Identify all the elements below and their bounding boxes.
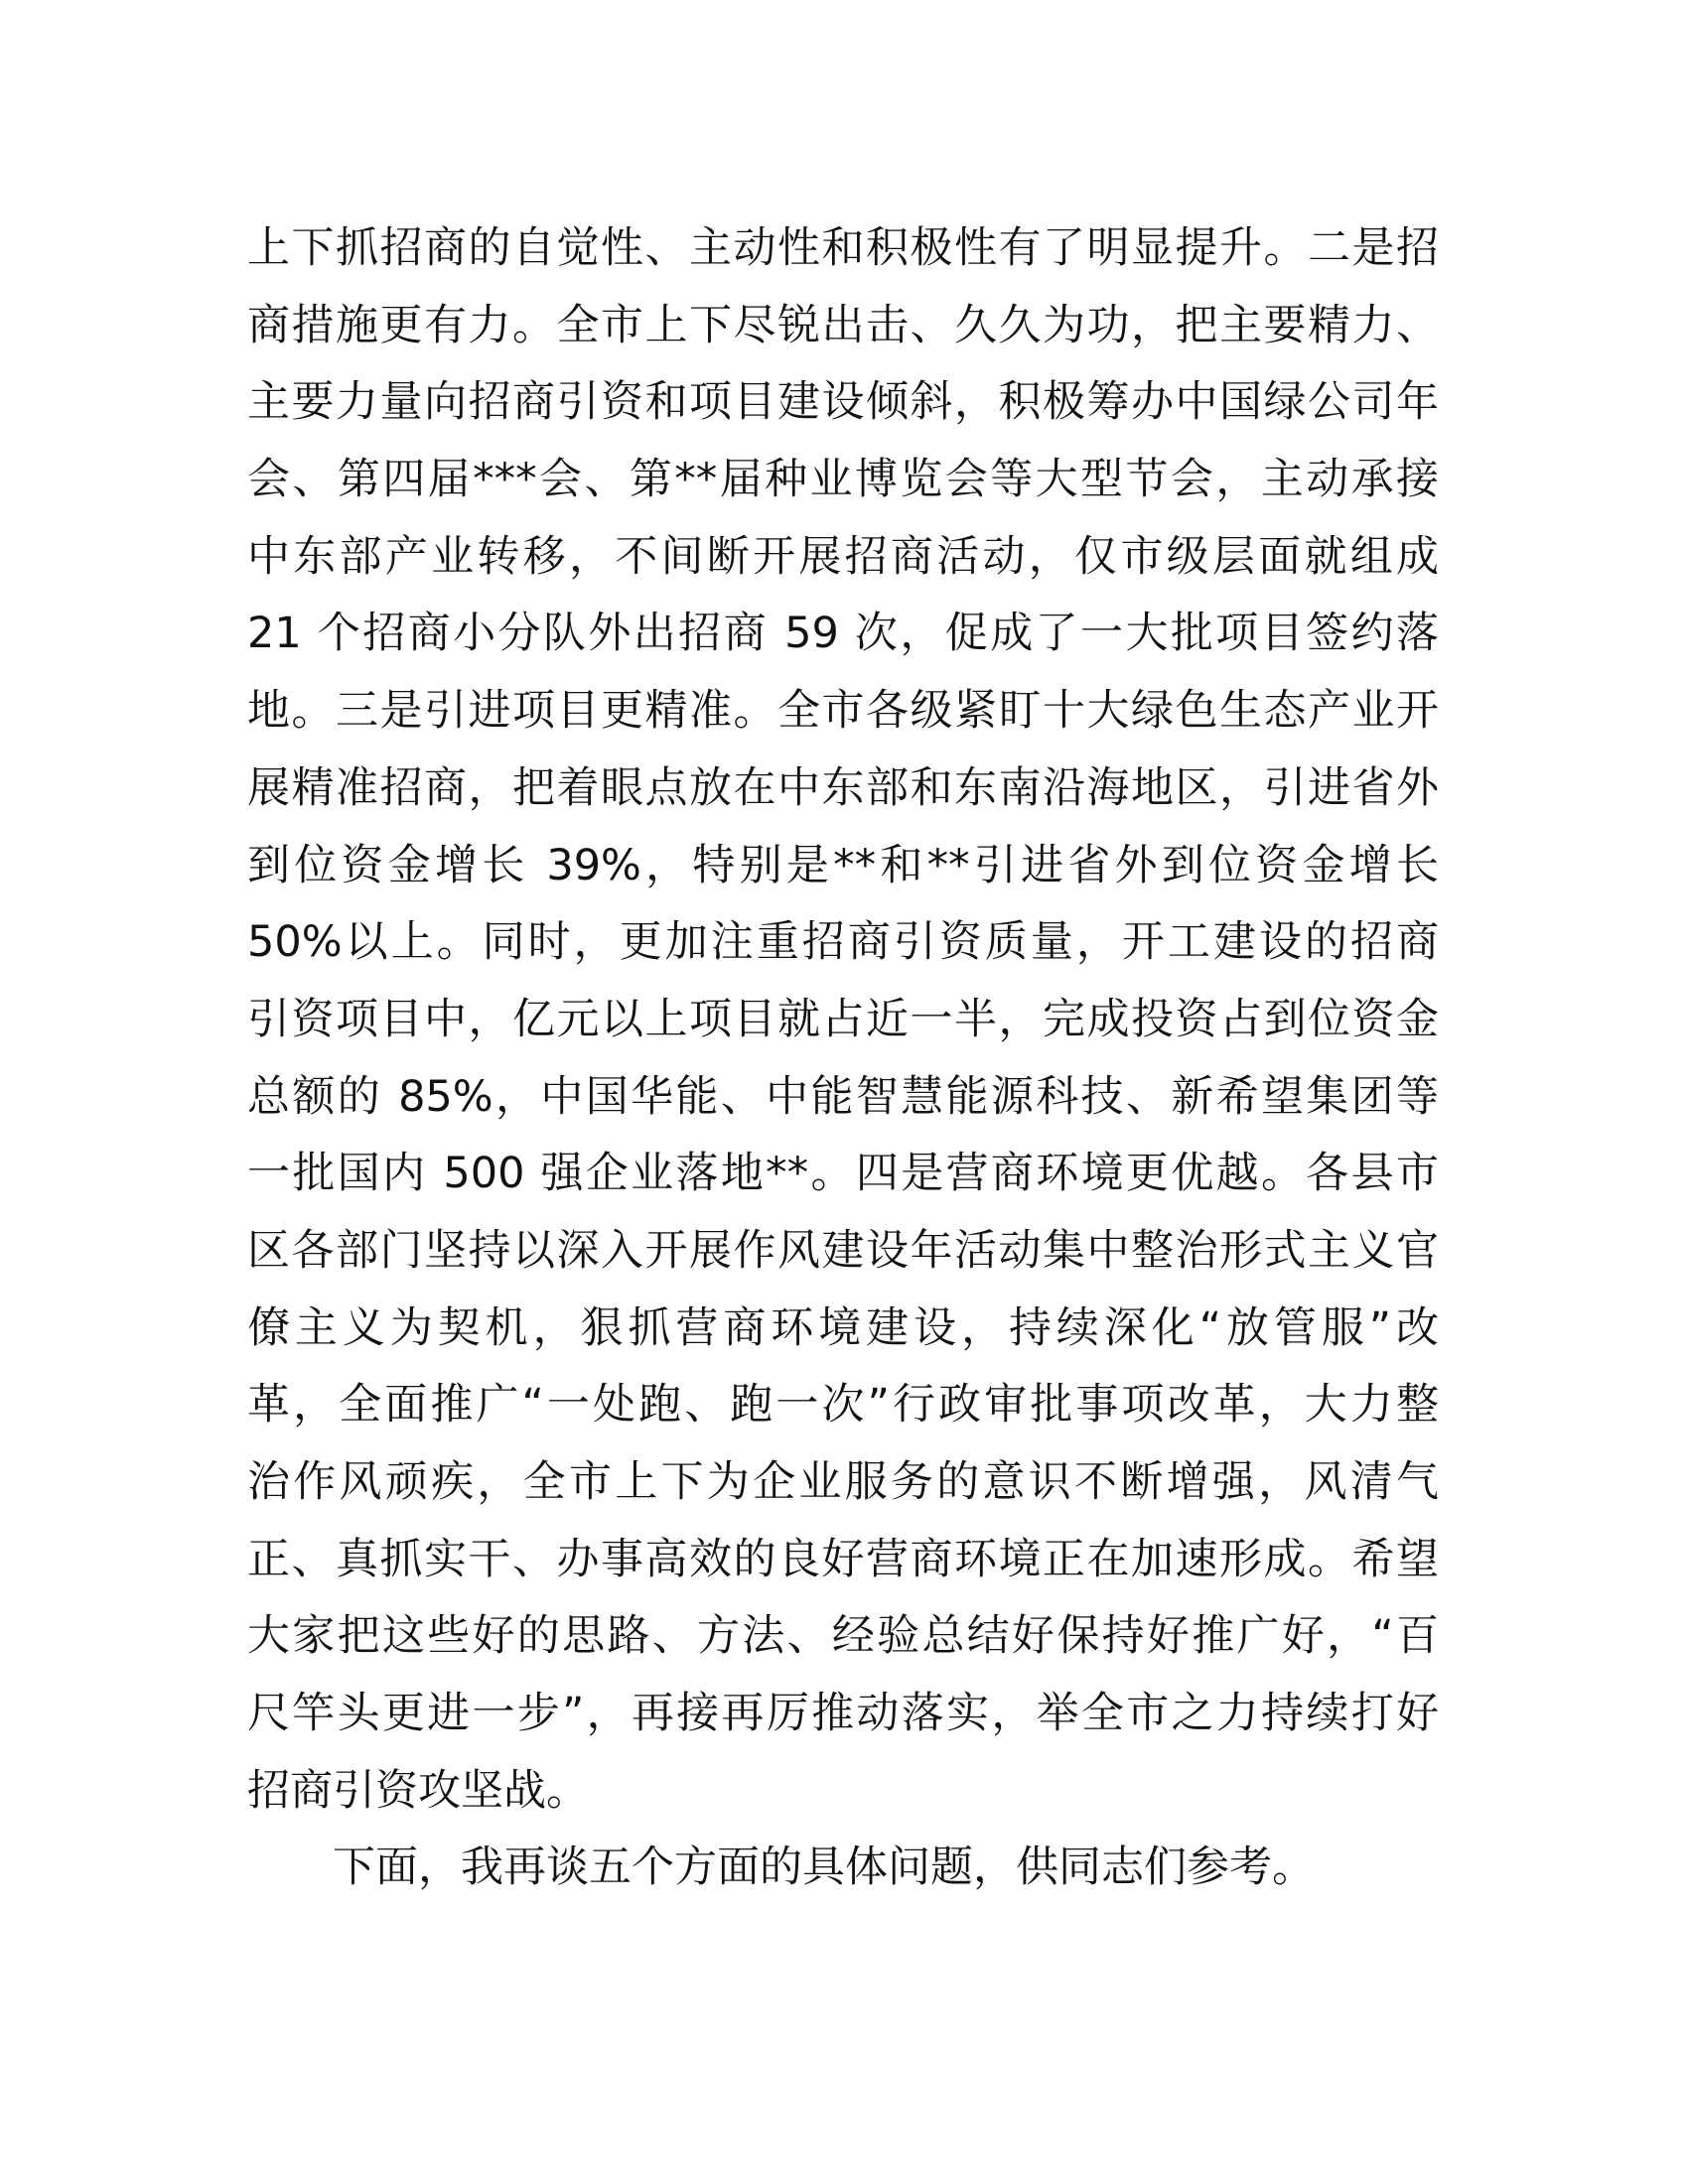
text-line: 招商引资攻坚战。 xyxy=(247,1765,589,1816)
text-line: 尺竿头更进一步”，再接再厉推动落实，举全市之力持续打好 xyxy=(247,1689,1439,1739)
body-text xyxy=(247,210,1439,1907)
text-line: 到位资金增长 39%，特别是**和**引进省外到位资金增长 xyxy=(247,840,1439,890)
text-line: 会、第四届***会、第**届种业博览会等大型节会，主动承接 xyxy=(247,455,1439,505)
text-line: 引资项目中，亿元以上项目就占近一半，完成投资占到位资金 xyxy=(247,994,1439,1044)
text-line: 大家把这些好的思路、方法、经验总结好保持好推广好，“百 xyxy=(247,1611,1439,1662)
text-line: 治作风顽疾，全市上下为企业服务的意识不断增强，风清气 xyxy=(247,1457,1439,1507)
text-line: 区各部门坚持以深入开展作风建设年活动集中整治形式主义官 xyxy=(247,1225,1439,1276)
text-line: 正、真抓实干、办事高效的良好营商环境正在加速形成。希望 xyxy=(247,1534,1439,1584)
text-line: 革，全面推广“一处跑、跑一次”行政审批事项改革，大力整 xyxy=(247,1380,1439,1431)
text-line: 主要力量向招商引资和项目建设倾斜，积极筹办中国绿公司年 xyxy=(247,377,1439,428)
text-line: 展精准招商，把着眼点放在中东部和东南沿海地区，引进省外 xyxy=(247,762,1439,813)
text-line: 上下抓招商的自觉性、主动性和积极性有了明显提升。二是招 xyxy=(247,223,1439,273)
text-line: 总额的 85%，中国华能、中能智慧能源科技、新希望集团等 xyxy=(247,1071,1439,1122)
text-line: 地。三是引进项目更精准。全市各级紧盯十大绿色生态产业开 xyxy=(247,686,1439,737)
text-line: 商措施更有力。全市上下尽锐出击、久久为功，把主要精力、 xyxy=(247,300,1439,350)
text-line: 僚主义为契机，狠抓营商环境建设，持续深化“放管服”改 xyxy=(247,1302,1439,1353)
text-line: 中东部产业转移，不间断开展招商活动，仅市级层面就组成 xyxy=(247,531,1439,582)
text-line: 50%以上。同时，更加注重招商引资质量，开工建设的招商 xyxy=(247,917,1439,968)
paragraph-text: 下面，我再谈五个方面的具体问题，供同志们参考。 xyxy=(333,1843,1315,1893)
text-line: 21 个招商小分队外出招商 59 次，促成了一大批项目签约落 xyxy=(247,609,1439,659)
text-line: 一批国内 500 强企业落地**。四是营商环境更优越。各县市 xyxy=(247,1149,1439,1199)
